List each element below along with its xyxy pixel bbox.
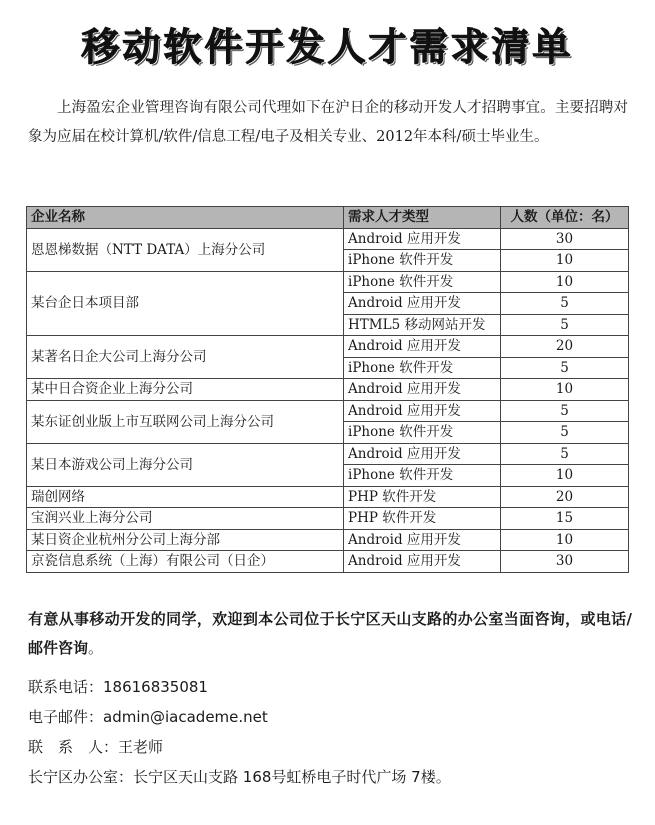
headcount-cell: 10	[501, 379, 629, 401]
talent-type-cell: Android 应用开发	[344, 336, 501, 358]
table-header-row	[27, 207, 629, 229]
headcount-cell: 5	[501, 293, 629, 315]
talent-type-cell: iPhone 软件开发	[344, 250, 501, 272]
table-row	[27, 486, 629, 508]
table-row	[27, 400, 629, 422]
table-body	[27, 228, 629, 572]
headcount-cell: 10	[501, 465, 629, 487]
company-name-cell: 瑞创网络	[27, 486, 344, 508]
talent-type-cell: iPhone 软件开发	[344, 357, 501, 379]
page-title: 移动软件开发人才需求清单	[81, 24, 574, 69]
talent-type-cell: Android 应用开发	[344, 443, 501, 465]
header-count: 人数（单位：名）	[501, 207, 629, 229]
header-type: 需求人才类型	[344, 207, 501, 229]
contact-block	[28, 672, 632, 792]
company-name-cell: 某台企日本项目部	[27, 271, 344, 336]
table-row	[27, 443, 629, 465]
company-name-cell: 恩恩梯数据（NTT DATA）上海分公司	[27, 228, 344, 271]
talent-type-cell: PHP 软件开发	[344, 508, 501, 530]
company-name-cell: 某东证创业版上市互联网公司上海分公司	[27, 400, 344, 443]
closing-bold-text: 有意从事移动开发的同学，欢迎到本公司位于长宁区天山支路的办公室当面咨询，或电话/邮件咨询	[28, 610, 632, 657]
headcount-cell: 5	[501, 314, 629, 336]
company-name-cell: 某日本游戏公司上海分公司	[27, 443, 344, 486]
talent-demand-table	[26, 206, 629, 573]
talent-type-cell: iPhone 软件开发	[344, 465, 501, 487]
company-name-cell: 某中日合资企业上海分公司	[27, 379, 344, 401]
talent-type-cell: iPhone 软件开发	[344, 271, 501, 293]
talent-type-cell: Android 应用开发	[344, 529, 501, 551]
table-row	[27, 228, 629, 250]
headcount-cell: 5	[501, 422, 629, 444]
headcount-cell: 20	[501, 486, 629, 508]
headcount-cell: 5	[501, 400, 629, 422]
headcount-cell: 30	[501, 551, 629, 573]
headcount-cell: 20	[501, 336, 629, 358]
contact-person: 联 系 人：王老师	[28, 738, 164, 756]
headcount-cell: 10	[501, 250, 629, 272]
talent-type-cell: Android 应用开发	[344, 293, 501, 315]
headcount-cell: 10	[501, 529, 629, 551]
contact-office: 长宁区办公室：长宁区天山支路 168号虹桥电子时代广场 7楼。	[28, 768, 451, 786]
contact-email: 电子邮件：admin@iacademe.net	[28, 708, 268, 726]
table-row	[27, 336, 629, 358]
talent-type-cell: Android 应用开发	[344, 400, 501, 422]
talent-type-cell: Android 应用开发	[344, 551, 501, 573]
talent-type-cell: iPhone 软件开发	[344, 422, 501, 444]
company-name-cell: 宝润兴业上海分公司	[27, 508, 344, 530]
contact-phone: 联系电话：18616835081	[28, 678, 208, 696]
company-name-cell: 某著名日企大公司上海分公司	[27, 336, 344, 379]
talent-type-cell: HTML5 移动网站开发	[344, 314, 501, 336]
closing-paragraph	[28, 605, 632, 663]
talent-type-cell: PHP 软件开发	[344, 486, 501, 508]
intro-paragraph: 上海盈宏企业管理咨询有限公司代理如下在沪日企的移动开发人才招聘事宜。主要招聘对象为应届在校计算机/软件/信息工程/电子及相关专业、2012年本科/硕士毕业生。	[28, 100, 628, 145]
closing-tail-text: 。	[88, 639, 104, 657]
headcount-cell: 5	[501, 357, 629, 379]
table-row	[27, 529, 629, 551]
header-company: 企业名称	[27, 207, 344, 229]
headcount-cell: 15	[501, 508, 629, 530]
headcount-cell: 5	[501, 443, 629, 465]
table-row	[27, 379, 629, 401]
headcount-cell: 30	[501, 228, 629, 250]
table-row	[27, 271, 629, 293]
talent-type-cell: Android 应用开发	[344, 379, 501, 401]
table-row	[27, 551, 629, 573]
table-row	[27, 508, 629, 530]
company-name-cell: 京瓷信息系统（上海）有限公司（日企）	[27, 551, 344, 573]
talent-type-cell: Android 应用开发	[344, 228, 501, 250]
company-name-cell: 某日资企业杭州分公司上海分部	[27, 529, 344, 551]
headcount-cell: 10	[501, 271, 629, 293]
